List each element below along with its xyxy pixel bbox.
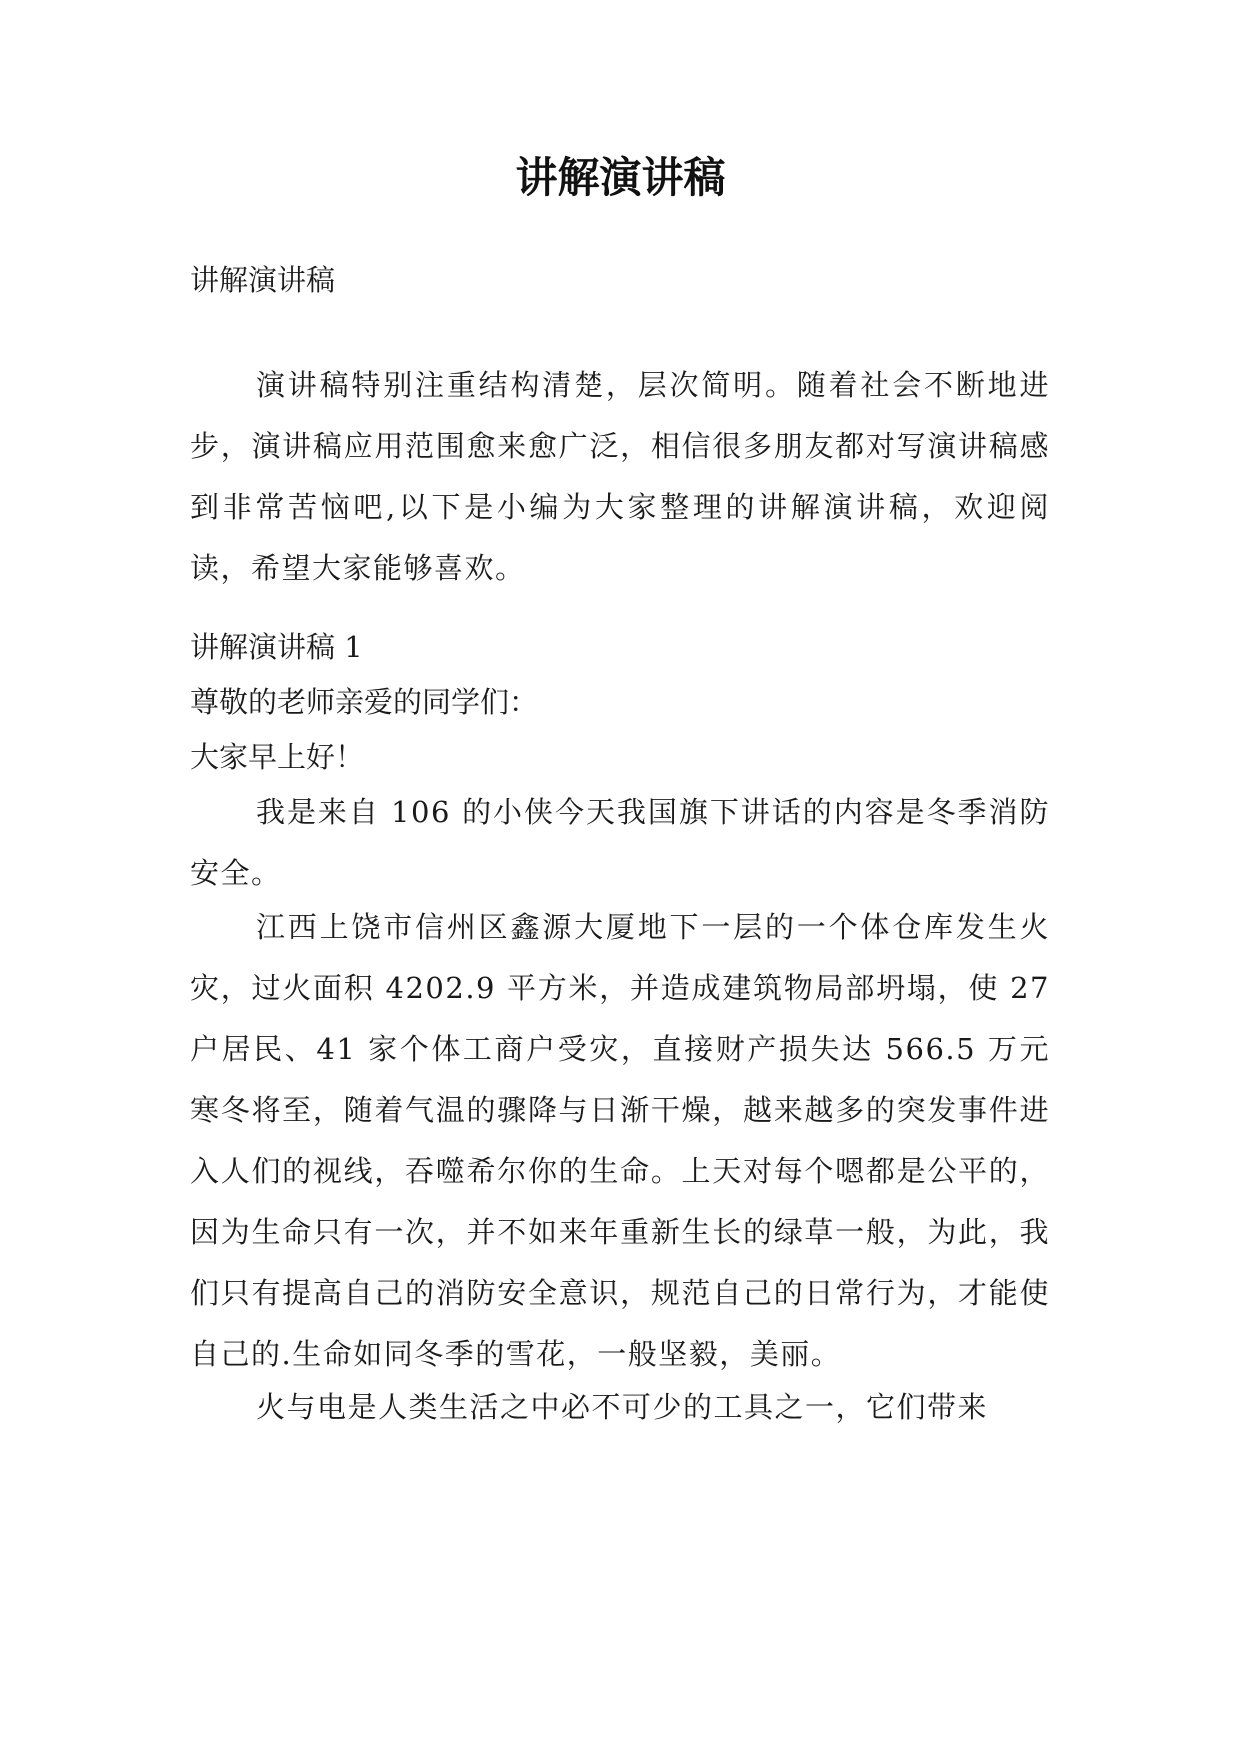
- document-title: 讲解演讲稿: [515, 153, 726, 202]
- section-heading: 讲解演讲稿 1: [190, 630, 363, 664]
- body-paragraph: 江西上饶市信州区鑫源大厦地下一层的一个体仓库发生火灾，过火面积 4202.9 平方米，并造成建筑物局部坍塌，使 27 户居民、41 家个体工商户受灾，直接财产损失达 566.5 万元寒冬将至，随着气温的骤降与日渐干燥，越来越多的突发事件进入人们的视线，吞噬希尔你的生命。上天对每个嗯都是公平的，因为生命只有一次，并不如来年重新生长的绿草一般，为此，我们只有提高自己的消防安全意识，规范自己的日常行为，才能使自己的.生命如同冬季的雪花，一般坚毅，美丽。: [190, 910, 1051, 1371]
- body-paragraph: 火与电是人类生活之中必不可少的工具之一，它们带来: [256, 1390, 989, 1424]
- salutation: 尊敬的老师亲爱的同学们：: [190, 685, 539, 719]
- greeting: 大家早上好！: [190, 740, 365, 774]
- document-subtitle: 讲解演讲稿: [190, 263, 336, 297]
- intro-paragraph: 演讲稿特别注重结构清楚，层次简明。随着社会不断地进步，演讲稿应用范围愈来愈广泛，相信很多朋友都对写演讲稿感到非常苦恼吧,以下是小编为大家整理的讲解演讲稿，欢迎阅读，希望大家能够喜欢。: [190, 368, 1050, 585]
- body-paragraph: 我是来自 106 的小侠今天我国旗下讲话的内容是冬季消防安全。: [190, 795, 1050, 890]
